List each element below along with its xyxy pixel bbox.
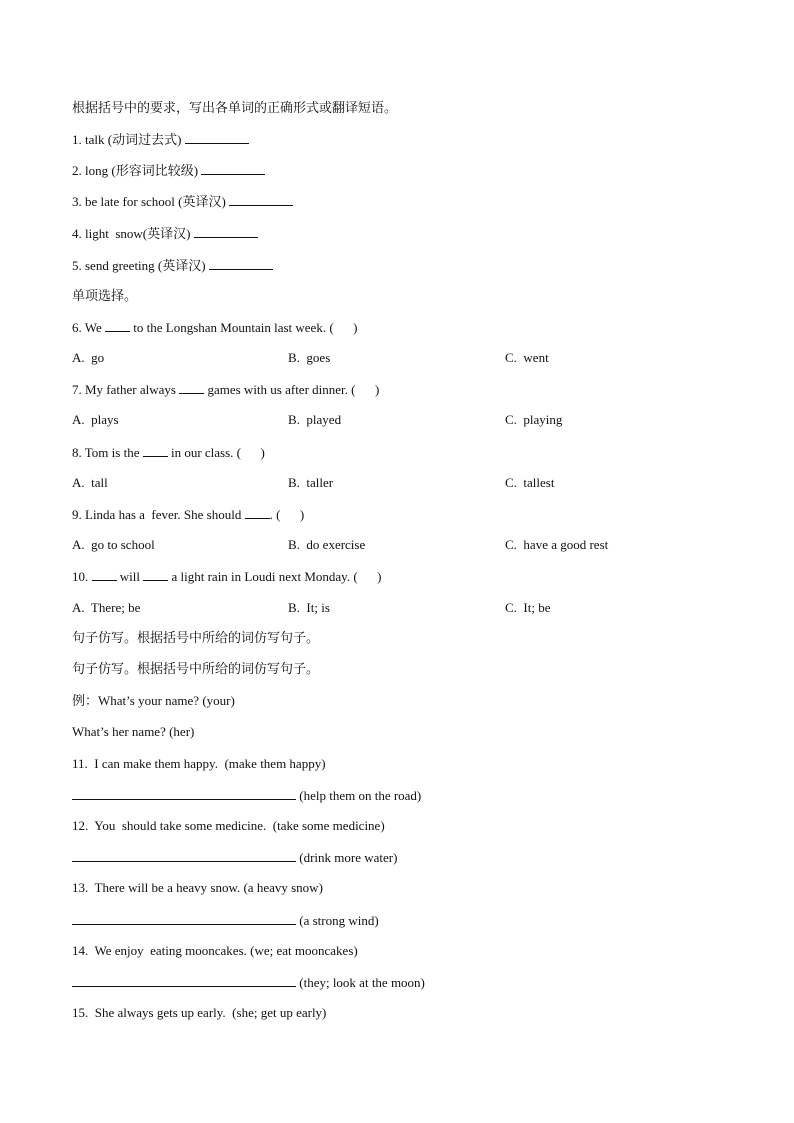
question-7 <box>72 381 379 398</box>
answer-blank[interactable] <box>229 193 293 206</box>
rewrite-prompt-14: 14. We enjoy eating mooncakes. (we; eat mooncakes) <box>72 943 358 958</box>
answer-blank[interactable] <box>143 568 168 581</box>
vocab-item-5 <box>72 257 273 274</box>
option-a[interactable]: A. plays <box>72 412 119 427</box>
rewrite-answer-12 <box>72 849 397 866</box>
option-c[interactable]: C. It; be <box>505 600 551 615</box>
rewrite-prompt-13: 13. There will be a heavy snow. (a heavy snow) <box>72 880 323 895</box>
answer-blank[interactable] <box>72 849 296 862</box>
rewrite-hint: (they; look at the moon) <box>296 975 425 990</box>
section3-instruction: 句子仿写。根据括号中所给的词仿写句子。 <box>72 630 320 645</box>
rewrite-hint: (help them on the road) <box>296 788 422 803</box>
vocab-item-4 <box>72 225 258 242</box>
option-a[interactable]: A. go to school <box>72 537 155 552</box>
vocab-item-1 <box>72 131 249 148</box>
options-10 <box>72 600 722 616</box>
option-b[interactable]: B. It; is <box>288 600 330 615</box>
rewrite-prompt-11: 11. I can make them happy. (make them happy) <box>72 756 326 771</box>
question-text: . ( ) <box>269 507 305 522</box>
section1-instruction: 根据括号中的要求，写出各单词的正确形式或翻译短语。 <box>72 100 398 115</box>
option-b[interactable]: B. taller <box>288 475 334 490</box>
option-b[interactable]: B. played <box>288 412 342 427</box>
option-a[interactable]: A. go <box>72 350 105 365</box>
question-9 <box>72 506 304 523</box>
option-c[interactable]: C. playing <box>505 412 563 427</box>
options-9 <box>72 537 722 553</box>
question-text: 10. <box>72 569 92 584</box>
option-a[interactable]: A. tall <box>72 475 108 490</box>
rewrite-prompt-15: 15. She always gets up early. (she; get up early) <box>72 1005 327 1020</box>
answer-blank[interactable] <box>179 381 204 394</box>
section3-instruction-repeat: 句子仿写。根据括号中所给的词仿写句子。 <box>72 661 320 676</box>
vocab-item-text: 5. send greeting (英译汉) <box>72 258 209 273</box>
option-b[interactable]: B. goes <box>288 350 331 365</box>
vocab-item-text: 4. light snow(英译汉) <box>72 226 194 241</box>
answer-blank[interactable] <box>194 225 258 238</box>
rewrite-hint: (a strong wind) <box>296 913 379 928</box>
section2-instruction: 单项选择。 <box>72 288 138 303</box>
vocab-item-text: 1. talk (动词过去式) <box>72 132 185 147</box>
example-line-1: 例：What’s your name? (your) <box>72 693 235 708</box>
vocab-item-2 <box>72 162 265 179</box>
options-6 <box>72 350 722 366</box>
question-text: a light rain in Loudi next Monday. ( ) <box>168 569 382 584</box>
vocab-item-text: 3. be late for school (英译汉) <box>72 194 230 209</box>
question-text: 7. My father always <box>72 382 180 397</box>
answer-blank[interactable] <box>105 319 130 332</box>
question-text: to the Longshan Mountain last week. ( ) <box>130 320 358 335</box>
question-10 <box>72 568 382 585</box>
answer-blank[interactable] <box>245 506 270 519</box>
vocab-item-3 <box>72 193 293 210</box>
question-text: 9. Linda has a fever. She should <box>72 507 245 522</box>
option-c[interactable]: C. have a good rest <box>505 537 609 552</box>
rewrite-answer-13 <box>72 912 379 929</box>
answer-blank[interactable] <box>201 162 265 175</box>
question-text: 8. Tom is the <box>72 445 143 460</box>
question-text: will <box>116 569 144 584</box>
rewrite-answer-14 <box>72 974 425 991</box>
answer-blank[interactable] <box>72 787 296 800</box>
question-text: 6. We <box>72 320 106 335</box>
rewrite-prompt-12: 12. You should take some medicine. (take some medicine) <box>72 818 385 833</box>
rewrite-answer-11 <box>72 787 421 804</box>
question-6 <box>72 319 357 336</box>
answer-blank[interactable] <box>72 974 296 987</box>
option-c[interactable]: C. went <box>505 350 549 365</box>
answer-blank[interactable] <box>72 912 296 925</box>
option-b[interactable]: B. do exercise <box>288 537 366 552</box>
question-text: games with us after dinner. ( ) <box>204 382 380 397</box>
option-c[interactable]: C. tallest <box>505 475 555 490</box>
example-line-2: What’s her name? (her) <box>72 724 195 739</box>
question-text: in our class. ( ) <box>167 445 265 460</box>
options-7 <box>72 412 722 428</box>
vocab-item-text: 2. long (形容词比较级) <box>72 163 202 178</box>
option-a[interactable]: A. There; be <box>72 600 141 615</box>
answer-blank[interactable] <box>185 131 249 144</box>
answer-blank[interactable] <box>143 444 168 457</box>
answer-blank[interactable] <box>92 568 117 581</box>
question-8 <box>72 444 265 461</box>
rewrite-hint: (drink more water) <box>296 850 398 865</box>
answer-blank[interactable] <box>209 257 273 270</box>
options-8 <box>72 475 722 491</box>
